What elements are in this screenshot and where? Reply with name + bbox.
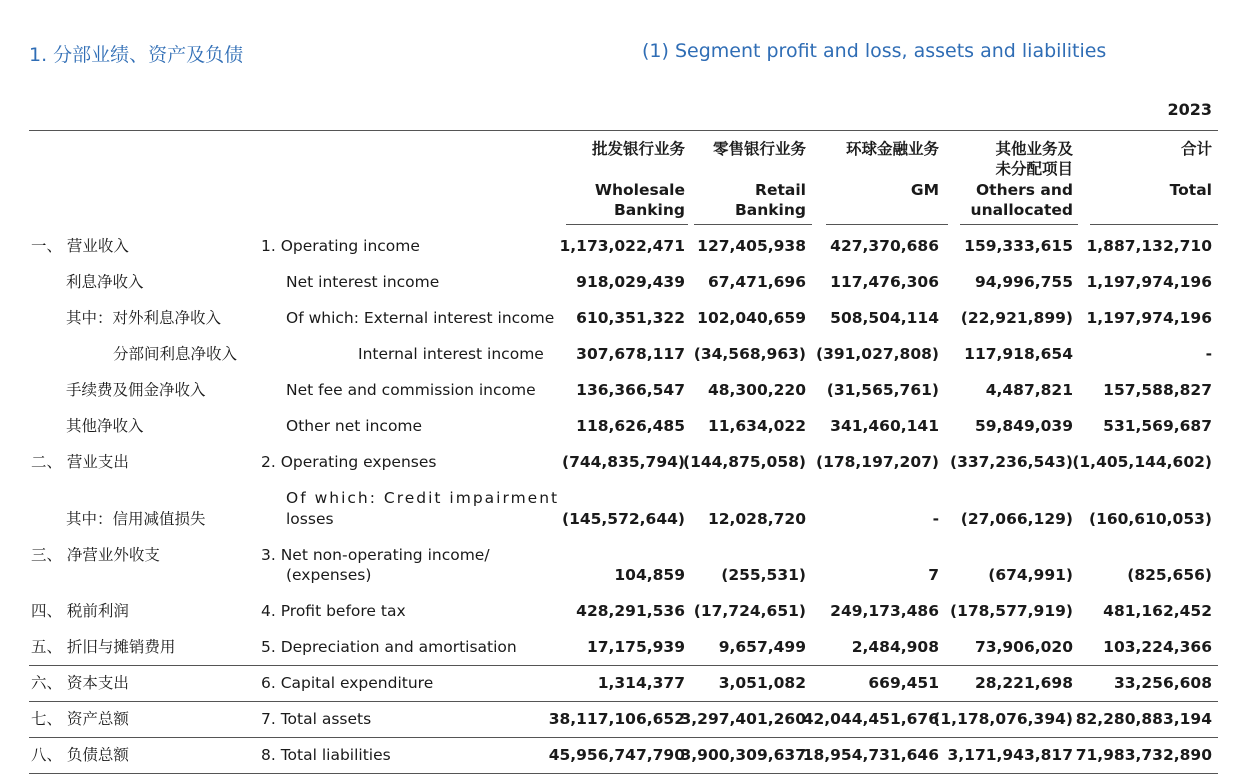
- cell-retail: 3,900,309,637: [680, 746, 806, 764]
- cell-total: (825,656): [1127, 566, 1212, 584]
- cell-gm: 669,451: [868, 674, 939, 692]
- cell-wholesale: (744,835,794): [561, 453, 685, 471]
- row-label-cn: 七、 资产总额: [31, 710, 129, 728]
- row-label-cn: 一、 营业收入: [31, 237, 129, 255]
- cell-total: 71,983,732,890: [1075, 746, 1212, 764]
- cell-retail: 3,051,082: [718, 674, 806, 692]
- cell-retail: 11,634,022: [707, 417, 806, 435]
- row-label-cn: 利息净收入: [66, 273, 144, 291]
- column-header-cn: 环球金融业务: [845, 140, 939, 158]
- column-header-cn-line2: 未分配项目: [995, 160, 1073, 178]
- cell-others: (22,921,899): [960, 309, 1073, 327]
- cell-others: (674,991): [988, 566, 1073, 584]
- row-label-cn: 四、 税前利润: [31, 602, 129, 620]
- cell-retail: 3,297,401,260: [680, 710, 806, 728]
- column-rule: [1090, 224, 1218, 225]
- cell-total: 157,588,827: [1103, 381, 1212, 399]
- cell-gm: (178,197,207): [815, 453, 939, 471]
- cell-others: (178,577,919): [949, 602, 1073, 620]
- cell-retail: 12,028,720: [707, 510, 806, 528]
- cell-total: 531,569,687: [1103, 417, 1212, 435]
- cell-total: 1,197,974,196: [1086, 309, 1212, 327]
- row-label-en: Other net income: [286, 417, 423, 435]
- column-header-cn: 零售银行业务: [712, 140, 806, 158]
- section-title-cn: 1. 分部业绩、资产及负债: [29, 44, 244, 66]
- row-label-en: Net interest income: [286, 273, 440, 291]
- column-header-retail: [690, 139, 806, 219]
- cell-retail: (34,568,963): [693, 345, 806, 363]
- column-header-cn-line1: 其他业务及: [995, 140, 1073, 158]
- cell-others: (1,178,076,394): [933, 710, 1073, 728]
- cell-retail: (255,531): [721, 566, 806, 584]
- cell-total: -: [1205, 345, 1212, 363]
- cell-others: (337,236,543): [949, 453, 1073, 471]
- cell-gm: 42,044,451,676: [802, 710, 939, 728]
- cell-gm: 341,460,141: [830, 417, 939, 435]
- row-label-cn: 分部间利息净收入: [113, 345, 238, 363]
- row-label-en: Internal interest income: [358, 345, 544, 363]
- row-label-en: 6. Capital expenditure: [261, 674, 434, 692]
- row-label-en: 2. Operating expenses: [261, 453, 437, 471]
- column-header-en-line2: Banking: [734, 201, 806, 219]
- cell-gm: 18,954,731,646: [802, 746, 939, 764]
- cell-gm: 427,370,686: [830, 237, 939, 255]
- row-label-cn: 其中：信用减值损失: [66, 510, 206, 528]
- column-header-wholesale: [560, 139, 685, 219]
- cell-wholesale: 104,859: [614, 566, 685, 584]
- column-header-en-line1: Others and: [976, 181, 1073, 199]
- row-label-cn: 六、 资本支出: [31, 674, 129, 692]
- table-bottom-rule: [29, 773, 1218, 774]
- column-header-total: [1100, 139, 1212, 199]
- cell-wholesale: 136,366,547: [576, 381, 685, 399]
- cell-gm: 117,476,306: [830, 273, 939, 291]
- cell-wholesale: 918,029,439: [576, 273, 685, 291]
- cell-total: 1,887,132,710: [1086, 237, 1212, 255]
- row-label-cn: 三、 净营业外收支: [31, 546, 160, 564]
- row-label-en-line1: 3. Net non-operating income/: [261, 546, 490, 564]
- cell-gm: (31,565,761): [826, 381, 939, 399]
- row-label-cn: 手续费及佣金净收入: [66, 381, 206, 399]
- section-title-en: (1) Segment profit and loss, assets and liabilities: [642, 40, 1107, 62]
- cell-wholesale: 1,173,022,471: [559, 237, 685, 255]
- cell-others: 59,849,039: [974, 417, 1073, 435]
- row-label-en: 5. Depreciation and amortisation: [261, 638, 517, 656]
- cell-others: 117,918,654: [964, 345, 1073, 363]
- row-label-cn: 八、 负债总额: [31, 746, 129, 764]
- cell-others: 4,487,821: [985, 381, 1073, 399]
- cell-total: (1,405,144,602): [1072, 453, 1212, 471]
- cell-wholesale: 45,956,747,790: [548, 746, 685, 764]
- cell-others: 73,906,020: [974, 638, 1073, 656]
- cell-wholesale: 1,314,377: [597, 674, 685, 692]
- cell-gm: 2,484,908: [851, 638, 939, 656]
- cell-total: 103,224,366: [1103, 638, 1212, 656]
- row-label-en: 1. Operating income: [261, 237, 420, 255]
- column-header-en-line1: Total: [1169, 181, 1212, 199]
- column-rule: [566, 224, 688, 225]
- cell-wholesale: 610,351,322: [576, 309, 685, 327]
- row-label-en-line1: Of which: Credit impairment: [286, 489, 560, 507]
- column-header-others: [955, 139, 1073, 219]
- cell-retail: 102,040,659: [697, 309, 806, 327]
- cell-retail: 127,405,938: [697, 237, 806, 255]
- cell-wholesale: 38,117,106,652: [548, 710, 685, 728]
- cell-total: 33,256,608: [1113, 674, 1212, 692]
- row-label-en-line2: (expenses): [286, 566, 372, 584]
- year-header: 2023: [1167, 100, 1212, 119]
- column-rule: [826, 224, 948, 225]
- cell-wholesale: 428,291,536: [576, 602, 685, 620]
- column-header-gm: [820, 139, 939, 199]
- section-rule: [29, 701, 1218, 702]
- cell-wholesale: 17,175,939: [586, 638, 685, 656]
- column-header-cn: 批发银行业务: [591, 140, 685, 158]
- row-label-cn: 其他净收入: [66, 417, 144, 435]
- cell-total: 82,280,883,194: [1075, 710, 1212, 728]
- column-header-en-line1: GM: [910, 181, 939, 199]
- cell-retail: (17,724,651): [693, 602, 806, 620]
- row-label-en-line2: losses: [286, 510, 334, 528]
- cell-total: 1,197,974,196: [1086, 273, 1212, 291]
- column-header-en-line2: Banking: [613, 201, 685, 219]
- cell-wholesale: (145,572,644): [561, 510, 685, 528]
- row-label-en: Of which: External interest income: [286, 309, 555, 327]
- cell-retail: 9,657,499: [718, 638, 806, 656]
- row-label-en: 8. Total liabilities: [261, 746, 391, 764]
- cell-wholesale: 307,678,117: [576, 345, 685, 363]
- row-label-en: 7. Total assets: [261, 710, 372, 728]
- row-label-en: Net fee and commission income: [286, 381, 536, 399]
- cell-gm: 7: [928, 566, 939, 584]
- cell-others: 159,333,615: [964, 237, 1073, 255]
- cell-total: 481,162,452: [1103, 602, 1212, 620]
- cell-gm: 508,504,114: [830, 309, 939, 327]
- header-top-rule: [29, 130, 1218, 131]
- section-rule: [29, 737, 1218, 738]
- column-rule: [694, 224, 812, 225]
- row-label-cn: 其中：对外利息净收入: [66, 309, 222, 327]
- section-rule: [29, 665, 1218, 666]
- row-label-cn: 五、 折旧与摊销费用: [31, 638, 176, 656]
- column-header-cn: 合计: [1180, 140, 1212, 158]
- cell-retail: (144,875,058): [682, 453, 806, 471]
- cell-retail: 67,471,696: [707, 273, 806, 291]
- cell-others: 3,171,943,817: [947, 746, 1073, 764]
- cell-gm: -: [932, 510, 939, 528]
- cell-retail: 48,300,220: [707, 381, 806, 399]
- column-header-en-line1: Wholesale: [594, 181, 685, 199]
- cell-gm: (391,027,808): [815, 345, 939, 363]
- row-label-en: 4. Profit before tax: [261, 602, 406, 620]
- cell-others: 94,996,755: [974, 273, 1073, 291]
- column-header-en-line1: Retail: [755, 181, 806, 199]
- row-label-cn: 二、 营业支出: [31, 453, 129, 471]
- cell-gm: 249,173,486: [830, 602, 939, 620]
- cell-total: (160,610,053): [1088, 510, 1212, 528]
- cell-others: (27,066,129): [960, 510, 1073, 528]
- column-rule: [960, 224, 1078, 225]
- cell-others: 28,221,698: [974, 674, 1073, 692]
- column-header-en-line2: unallocated: [970, 201, 1073, 219]
- cell-wholesale: 118,626,485: [576, 417, 685, 435]
